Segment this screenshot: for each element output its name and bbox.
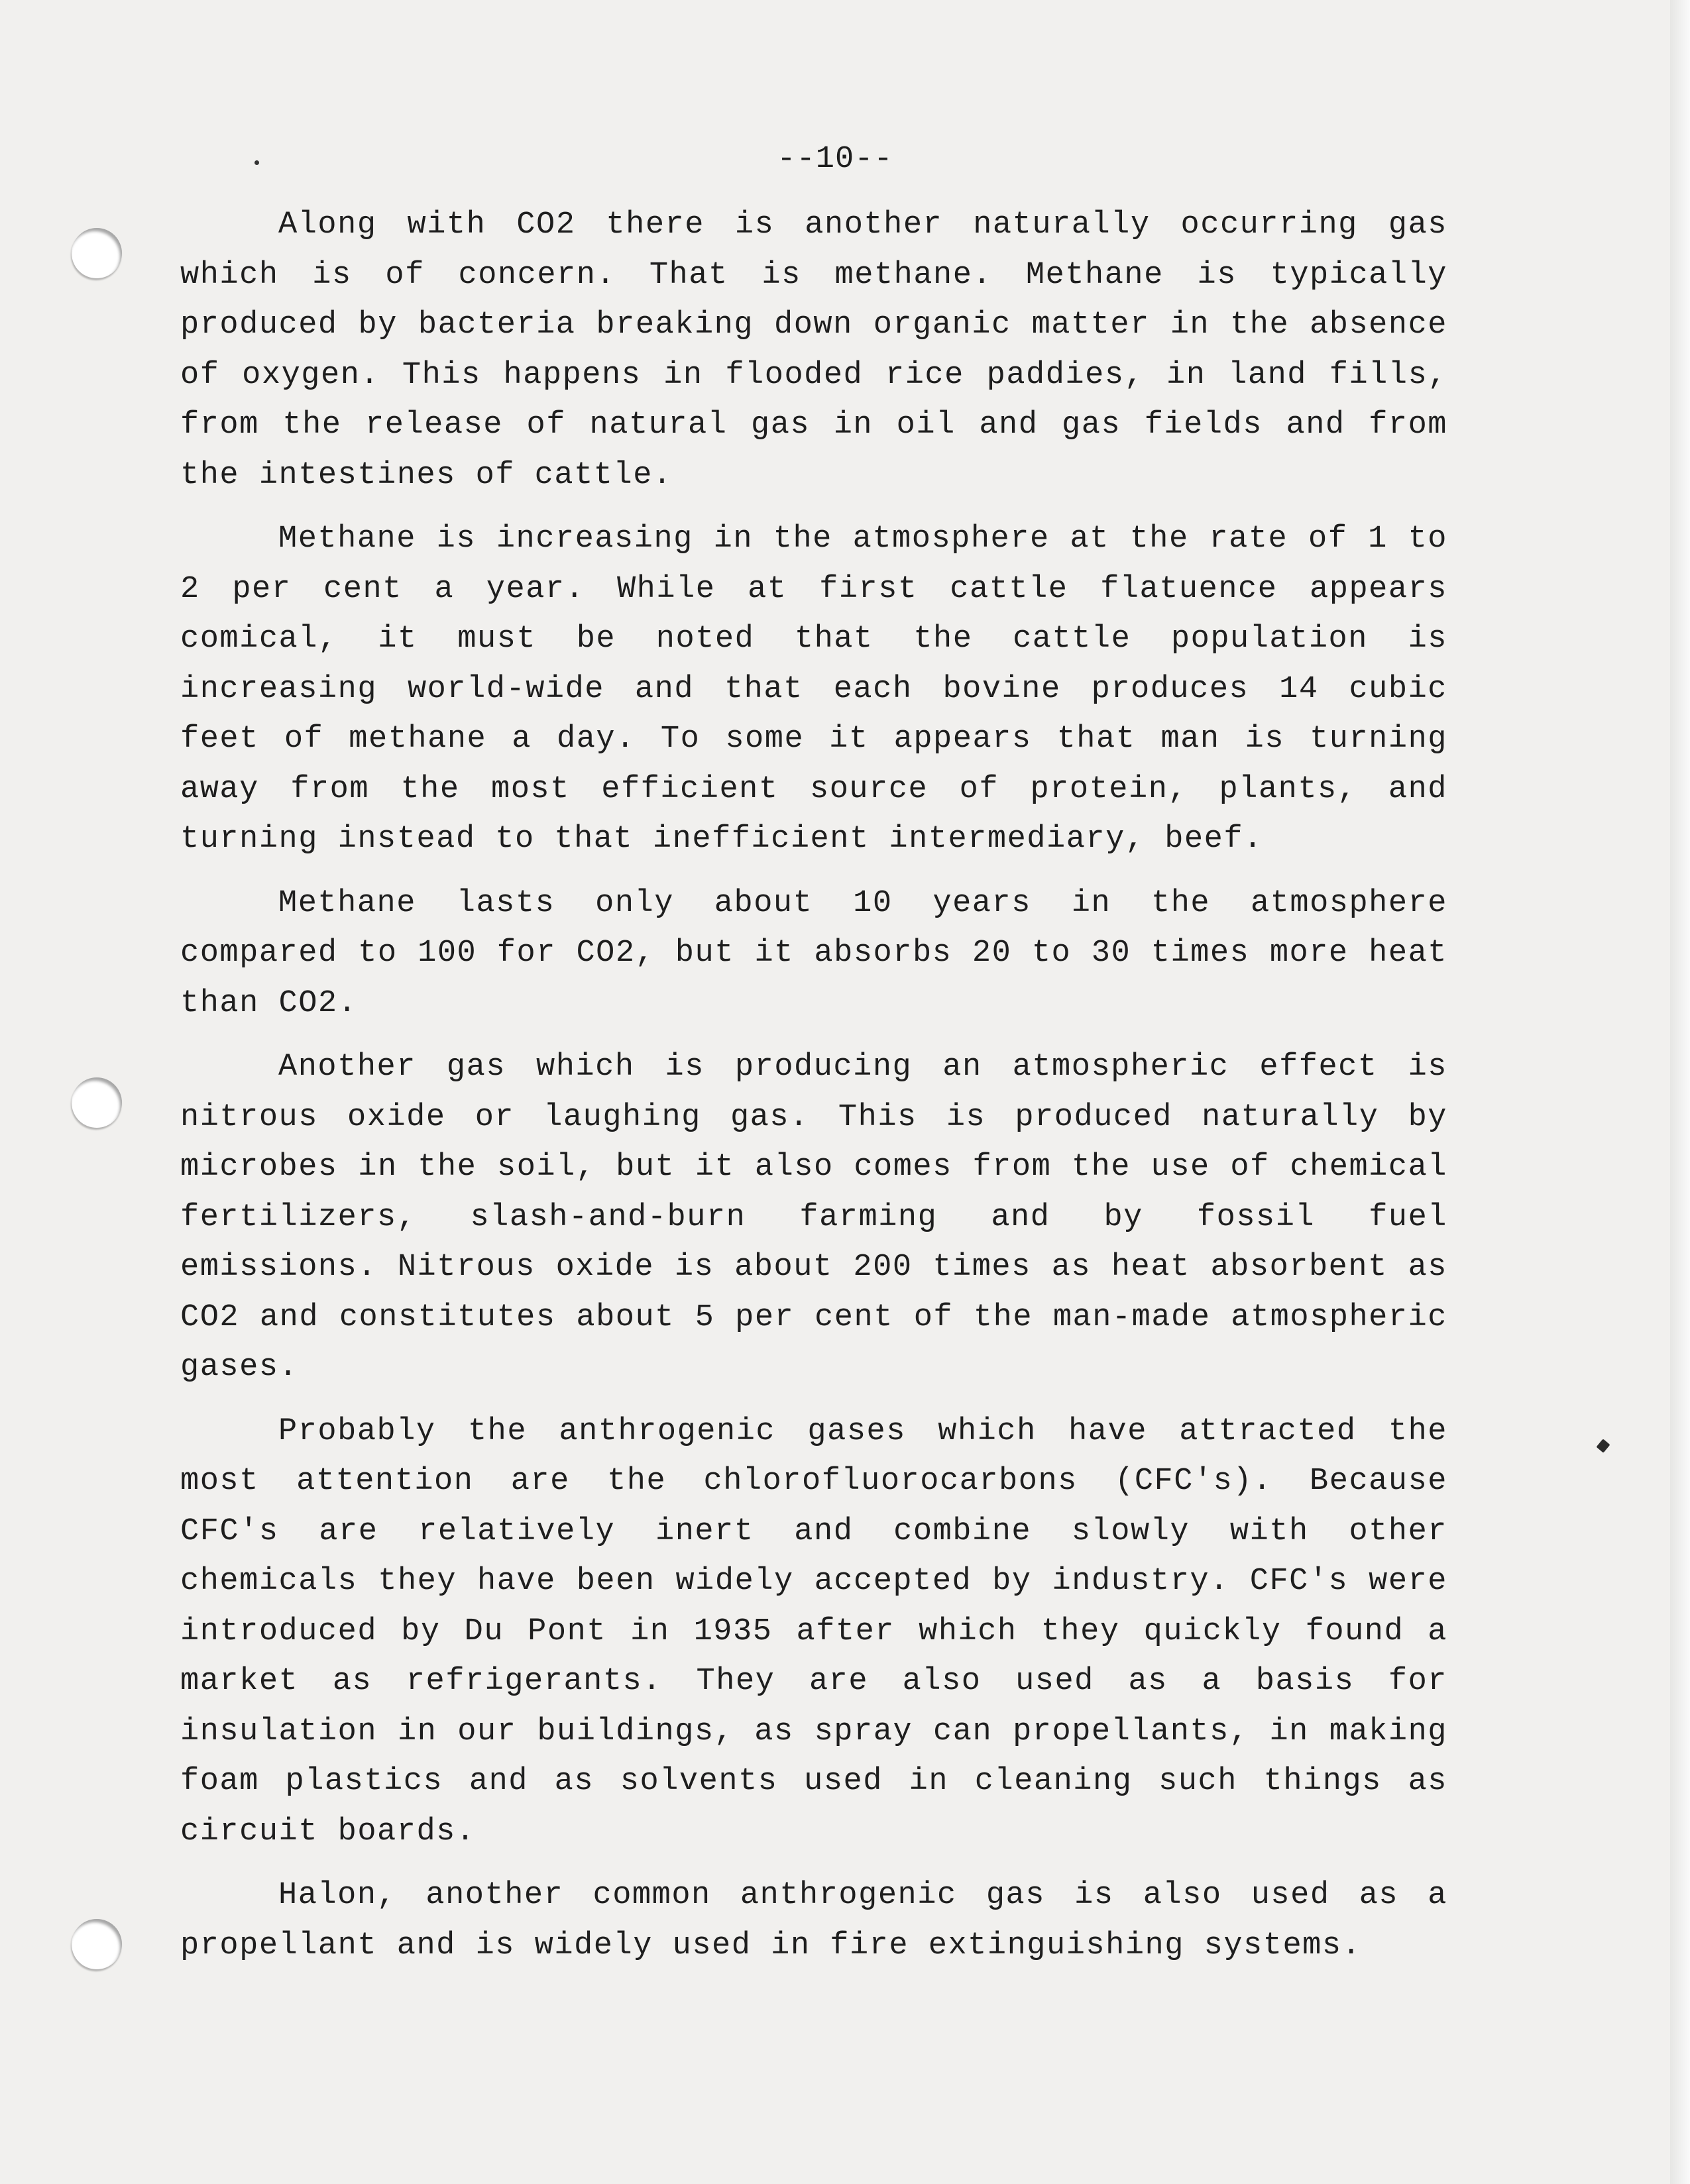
stray-ink-mark bbox=[1596, 1439, 1610, 1452]
paragraph-halon: Halon, another common anthrogenic gas is also used as a propellant and is widely used in fire extinguishing systems. bbox=[180, 1878, 1447, 1963]
punch-hole-top bbox=[72, 228, 122, 278]
page-number: --10-- bbox=[777, 142, 893, 177]
body-text bbox=[180, 200, 1447, 1985]
punch-hole-bottom bbox=[72, 1919, 122, 1969]
punch-hole-middle bbox=[72, 1077, 122, 1128]
page-edge-shadow bbox=[1670, 0, 1690, 2184]
paragraph-nitrous-oxide: Another gas which is producing an atmospheric effect is nitrous oxide or laughing gas. This is produced naturally by microbes in the soil, but it also comes from the use of chemical fertilizers, slash-and-burn farming and by fossil fuel emissions. Nitrous oxide is about 200 times as heat absorbent as CO2 and constitutes about 5 per cent of the man-made atmospheric gases. bbox=[180, 1050, 1447, 1385]
paragraph-methane-increase: Methane is increasing in the atmosphere at the rate of 1 to 2 per cent a year. While at first cattle flatuence appears comical, it must be noted that the cattle population is increasing world-wide and that each bovine produces 14 cubic feet of methane a day. To some it appears that man is turning away from the most efficient source of protein, plants, and turning instead to that inefficient intermediary, beef. bbox=[180, 521, 1447, 857]
paragraph-cfcs: Probably the anthrogenic gases which have attracted the most attention are the chlorofluorocarbons (CFC's). Because CFC's are relatively inert and combine slowly with other chemicals they have been widely accepted by industry. CFC's were introduced by Du Pont in 1935 after which they quickly found a market as refrigerants. They are also used as a basis for insulation in our buildings, as spray can propellants, in making foam plastics and as solvents used in cleaning such things as circuit boards. bbox=[180, 1413, 1447, 1849]
paragraph-methane-lifetime: Methane lasts only about 10 years in the atmosphere compared to 100 for CO2, but it absorbs 20 to 30 times more heat than CO2. bbox=[180, 885, 1447, 1021]
paragraph-co2-methane: Along with CO2 there is another naturally occurring gas which is of concern. That is methane. Methane is typically produced by bacteria breaking down organic matter in the absence of oxygen. This happens in flooded rice paddies, in land fills, from the release of natural gas in oil and gas fields and from the intestines of cattle. bbox=[180, 207, 1447, 493]
